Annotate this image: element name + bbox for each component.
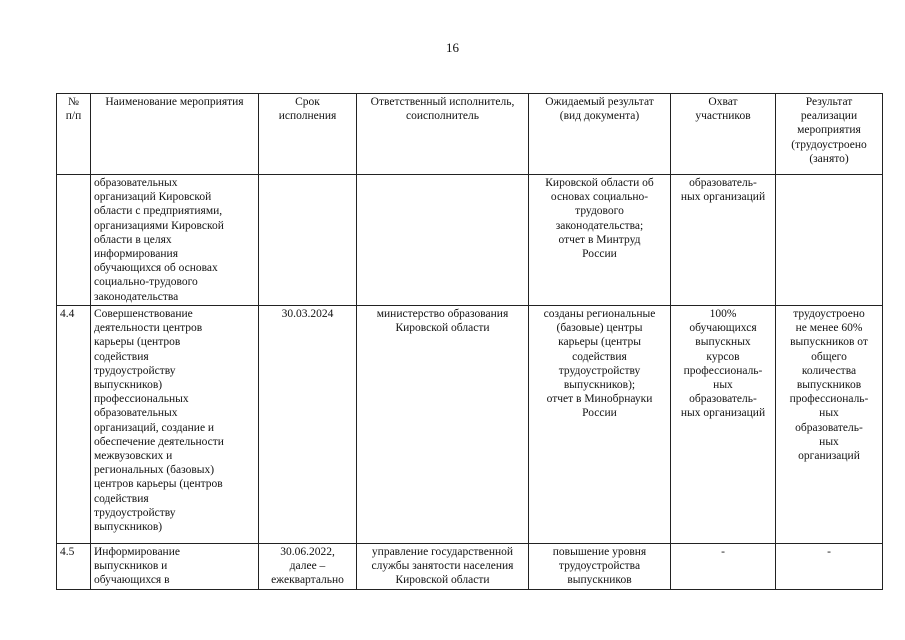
- row-executor: министерство образования Кировской области: [357, 306, 529, 544]
- header-expected-result: Ожидаемый результат (вид документа): [529, 94, 671, 175]
- row-number: [57, 175, 91, 306]
- row-deadline: 30.03.2024: [259, 306, 357, 544]
- table-header-row: [57, 94, 883, 175]
- row-executor: [357, 175, 529, 306]
- row-outcome: [776, 175, 883, 306]
- row-expected-result: повышение уровня трудоустройства выпускников: [529, 544, 671, 590]
- activities-table: [56, 93, 883, 590]
- row-deadline: [259, 175, 357, 306]
- row-activity-name: Информирование выпускников и обучающихся в: [91, 544, 259, 590]
- row-outcome: -: [776, 544, 883, 590]
- row-coverage: 100% обучающихся выпускных курсов профессиональ- ных образователь- ных организаций: [671, 306, 776, 544]
- row-expected-result: созданы региональные (базовые) центры карьеры (центры содействия трудоустройству выпускников); отчет в Минобрнауки России: [529, 306, 671, 544]
- header-executor: Ответственный исполнитель, соисполнитель: [357, 94, 529, 175]
- row-deadline: 30.06.2022, далее – ежеквартально: [259, 544, 357, 590]
- header-number: № п/п: [57, 94, 91, 175]
- row-coverage: образователь- ных организаций: [671, 175, 776, 306]
- header-deadline: Срок исполнения: [259, 94, 357, 175]
- row-number: 4.5: [57, 544, 91, 590]
- header-outcome: Результат реализации мероприятия (трудоустроено (занято): [776, 94, 883, 175]
- table-row: [57, 175, 883, 306]
- table-row: [57, 306, 883, 544]
- header-activity-name: Наименование мероприятия: [91, 94, 259, 175]
- row-outcome: трудоустроено не менее 60% выпускников от общего количества выпускников профессиональ- ных образователь- ных организаций: [776, 306, 883, 544]
- row-activity-name: Совершенствование деятельности центров карьеры (центров содействия трудоустройству выпускников) профессиональных образовательных организаций, создание и обеспечение деятельности межвузовских и региональных (базовых) центров карьеры (центров содействия трудоустройству выпускников): [91, 306, 259, 544]
- row-expected-result: Кировской области об основах социально- трудового законодательства; отчет в Минтруд России: [529, 175, 671, 306]
- page-number: 16: [446, 40, 459, 55]
- table-row: [57, 544, 883, 590]
- row-activity-name: образовательных организаций Кировской области с предприятиями, организациями Кировской области в целях информирования обучающихся об основах социально-трудового законодательства: [91, 175, 259, 306]
- row-number: 4.4: [57, 306, 91, 544]
- row-coverage: -: [671, 544, 776, 590]
- header-coverage: Охват участников: [671, 94, 776, 175]
- row-executor: управление государственной службы занятости населения Кировской области: [357, 544, 529, 590]
